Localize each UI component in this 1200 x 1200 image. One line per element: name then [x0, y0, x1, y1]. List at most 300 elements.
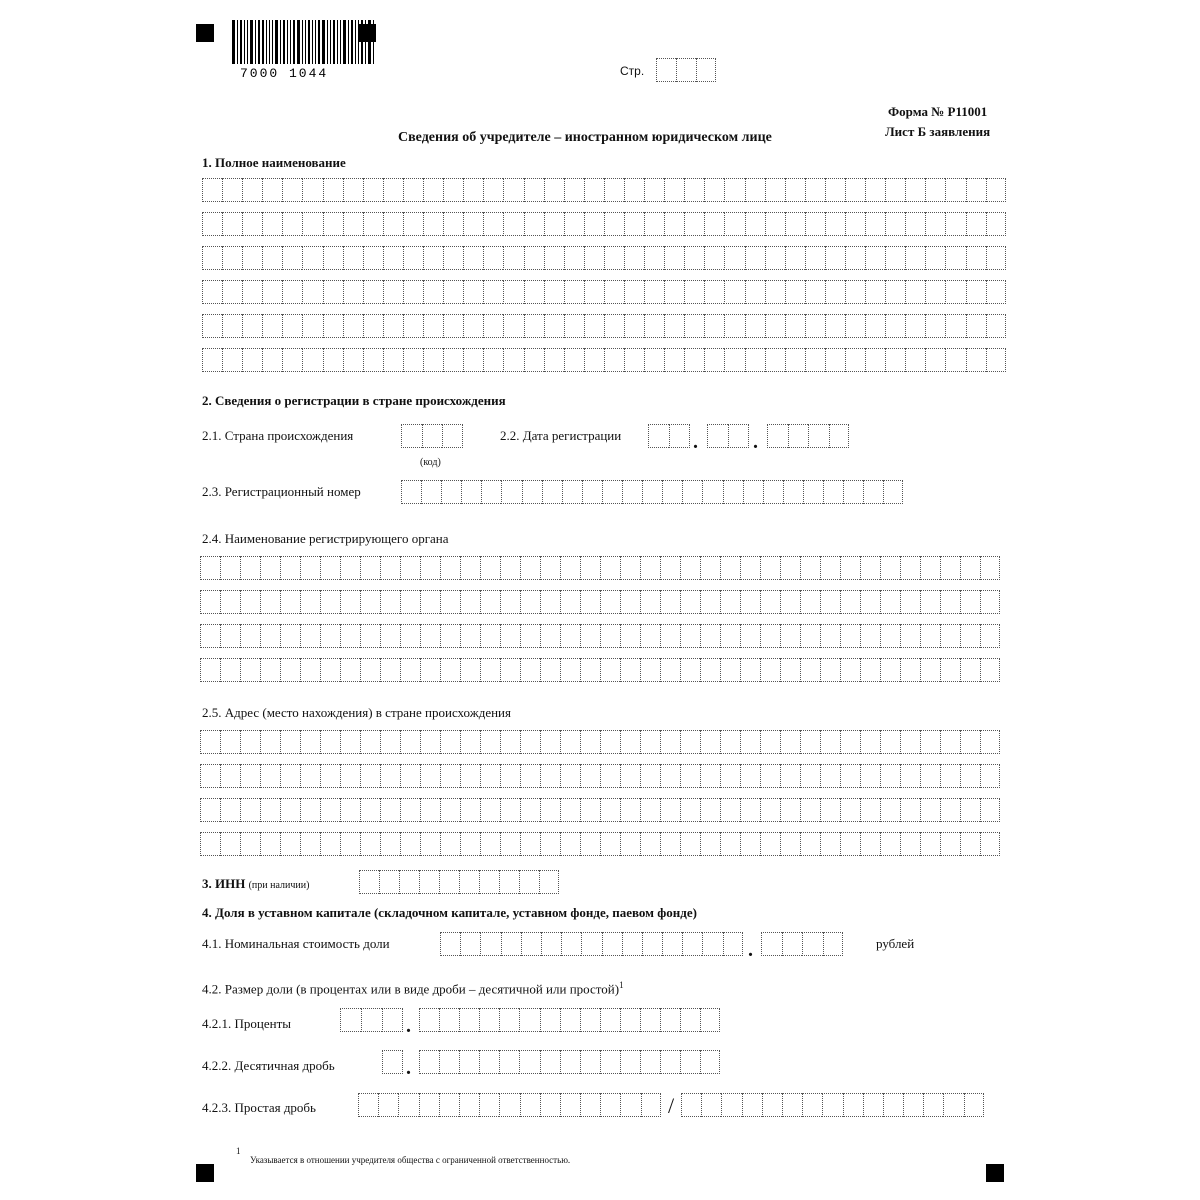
input-cell[interactable] — [945, 280, 965, 304]
input-cell[interactable] — [260, 730, 280, 754]
input-cell[interactable] — [620, 624, 640, 648]
input-cell[interactable] — [681, 1093, 701, 1117]
input-cell[interactable] — [360, 624, 380, 648]
input-cell[interactable] — [580, 590, 600, 614]
input-cell[interactable] — [200, 730, 220, 754]
input-cell[interactable] — [500, 832, 520, 856]
input-cell[interactable] — [262, 314, 282, 338]
input-cell[interactable] — [740, 764, 760, 788]
full-name-row-2[interactable] — [202, 212, 1006, 236]
input-cell[interactable] — [202, 314, 222, 338]
input-cell[interactable] — [720, 658, 740, 682]
input-cell[interactable] — [440, 590, 460, 614]
input-cell[interactable] — [440, 556, 460, 580]
input-cell[interactable] — [520, 798, 540, 822]
input-cell[interactable] — [544, 212, 564, 236]
input-cell[interactable] — [723, 480, 743, 504]
input-cell[interactable] — [363, 280, 383, 304]
input-cell[interactable] — [785, 280, 805, 304]
input-cell[interactable] — [420, 658, 440, 682]
input-cell[interactable] — [323, 212, 343, 236]
input-cell[interactable] — [564, 280, 584, 304]
input-cell[interactable] — [865, 280, 885, 304]
inn-cells[interactable] — [359, 870, 559, 894]
input-cell[interactable] — [584, 212, 604, 236]
input-cell[interactable] — [480, 764, 500, 788]
input-cell[interactable] — [721, 1093, 741, 1117]
input-cell[interactable] — [300, 832, 320, 856]
input-cell[interactable] — [401, 480, 421, 504]
input-cell[interactable] — [640, 1050, 660, 1074]
input-cell[interactable] — [860, 658, 880, 682]
input-cell[interactable] — [620, 730, 640, 754]
input-cell[interactable] — [641, 1093, 661, 1117]
input-cell[interactable] — [363, 212, 383, 236]
input-cell[interactable] — [860, 832, 880, 856]
input-cell[interactable] — [399, 870, 419, 894]
input-cell[interactable] — [966, 314, 986, 338]
input-cell[interactable] — [802, 932, 823, 956]
input-cell[interactable] — [443, 348, 463, 372]
input-cell[interactable] — [503, 348, 523, 372]
input-cell[interactable] — [320, 730, 340, 754]
input-cell[interactable] — [580, 658, 600, 682]
percent-integer-cells[interactable] — [340, 1008, 403, 1032]
input-cell[interactable] — [282, 314, 302, 338]
input-cell[interactable] — [581, 932, 601, 956]
input-cell[interactable] — [200, 798, 220, 822]
input-cell[interactable] — [541, 932, 561, 956]
input-cell[interactable] — [660, 590, 680, 614]
input-cell[interactable] — [340, 764, 360, 788]
input-cell[interactable] — [840, 730, 860, 754]
input-cell[interactable] — [660, 764, 680, 788]
input-cell[interactable] — [600, 590, 620, 614]
registration-month-cells[interactable] — [707, 424, 749, 448]
input-cell[interactable] — [662, 480, 682, 504]
input-cell[interactable] — [660, 556, 680, 580]
input-cell[interactable] — [865, 314, 885, 338]
input-cell[interactable] — [823, 932, 844, 956]
input-cell[interactable] — [560, 730, 580, 754]
input-cell[interactable] — [925, 314, 945, 338]
input-cell[interactable] — [644, 212, 664, 236]
input-cell[interactable] — [780, 730, 800, 754]
input-cell[interactable] — [360, 590, 380, 614]
input-cell[interactable] — [200, 832, 220, 856]
simple-fraction-denominator-cells[interactable] — [681, 1093, 984, 1117]
input-cell[interactable] — [580, 798, 600, 822]
input-cell[interactable] — [240, 556, 260, 580]
input-cell[interactable] — [480, 658, 500, 682]
input-cell[interactable] — [443, 246, 463, 270]
input-cell[interactable] — [202, 280, 222, 304]
input-cell[interactable] — [560, 832, 580, 856]
input-cell[interactable] — [323, 280, 343, 304]
input-cell[interactable] — [986, 280, 1006, 304]
input-cell[interactable] — [262, 212, 282, 236]
decimal-fraction-cells[interactable] — [419, 1050, 720, 1074]
input-cell[interactable] — [419, 1008, 439, 1032]
input-cell[interactable] — [720, 556, 740, 580]
input-cell[interactable] — [602, 480, 622, 504]
input-cell[interactable] — [282, 348, 302, 372]
input-cell[interactable] — [780, 658, 800, 682]
input-cell[interactable] — [624, 348, 644, 372]
input-cell[interactable] — [564, 314, 584, 338]
input-cell[interactable] — [803, 480, 823, 504]
input-cell[interactable] — [423, 348, 443, 372]
full-name-row-4[interactable] — [202, 280, 1006, 304]
input-cell[interactable] — [343, 178, 363, 202]
input-cell[interactable] — [540, 556, 560, 580]
input-cell[interactable] — [584, 348, 604, 372]
input-cell[interactable] — [885, 314, 905, 338]
input-cell[interactable] — [500, 730, 520, 754]
input-cell[interactable] — [820, 798, 840, 822]
input-cell[interactable] — [524, 314, 544, 338]
input-cell[interactable] — [825, 246, 845, 270]
input-cell[interactable] — [302, 212, 322, 236]
input-cell[interactable] — [900, 658, 920, 682]
input-cell[interactable] — [845, 212, 865, 236]
input-cell[interactable] — [720, 764, 740, 788]
input-cell[interactable] — [343, 280, 363, 304]
input-cell[interactable] — [403, 212, 423, 236]
input-cell[interactable] — [500, 624, 520, 648]
input-cell[interactable] — [260, 590, 280, 614]
input-cell[interactable] — [700, 556, 720, 580]
input-cell[interactable] — [840, 798, 860, 822]
input-cell[interactable] — [863, 480, 883, 504]
input-cell[interactable] — [980, 556, 1000, 580]
input-cell[interactable] — [200, 658, 220, 682]
input-cell[interactable] — [604, 280, 624, 304]
input-cell[interactable] — [660, 832, 680, 856]
input-cell[interactable] — [920, 658, 940, 682]
input-cell[interactable] — [765, 280, 785, 304]
input-cell[interactable] — [323, 246, 343, 270]
full-name-row-3[interactable] — [202, 246, 1006, 270]
input-cell[interactable] — [980, 590, 1000, 614]
input-cell[interactable] — [400, 658, 420, 682]
input-cell[interactable] — [805, 280, 825, 304]
input-cell[interactable] — [379, 870, 399, 894]
input-cell[interactable] — [479, 1008, 499, 1032]
input-cell[interactable] — [500, 658, 520, 682]
input-cell[interactable] — [420, 798, 440, 822]
input-cell[interactable] — [880, 832, 900, 856]
input-cell[interactable] — [564, 348, 584, 372]
input-cell[interactable] — [684, 212, 704, 236]
input-cell[interactable] — [403, 314, 423, 338]
input-cell[interactable] — [320, 556, 340, 580]
input-cell[interactable] — [524, 348, 544, 372]
input-cell[interactable] — [420, 624, 440, 648]
input-cell[interactable] — [361, 1008, 382, 1032]
input-cell[interactable] — [980, 624, 1000, 648]
input-cell[interactable] — [481, 480, 501, 504]
input-cell[interactable] — [880, 798, 900, 822]
input-cell[interactable] — [503, 212, 523, 236]
input-cell[interactable] — [680, 556, 700, 580]
input-cell[interactable] — [382, 1008, 403, 1032]
input-cell[interactable] — [443, 178, 463, 202]
input-cell[interactable] — [740, 832, 760, 856]
input-cell[interactable] — [740, 730, 760, 754]
input-cell[interactable] — [440, 730, 460, 754]
input-cell[interactable] — [280, 730, 300, 754]
input-cell[interactable] — [620, 764, 640, 788]
input-cell[interactable] — [580, 832, 600, 856]
input-cell[interactable] — [664, 246, 684, 270]
input-cell[interactable] — [220, 764, 240, 788]
input-cell[interactable] — [420, 764, 440, 788]
input-cell[interactable] — [986, 314, 1006, 338]
input-cell[interactable] — [378, 1093, 398, 1117]
input-cell[interactable] — [660, 1050, 680, 1074]
input-cell[interactable] — [423, 314, 443, 338]
input-cell[interactable] — [360, 798, 380, 822]
input-cell[interactable] — [640, 764, 660, 788]
input-cell[interactable] — [300, 590, 320, 614]
input-cell[interactable] — [900, 556, 920, 580]
input-cell[interactable] — [320, 624, 340, 648]
input-cell[interactable] — [280, 590, 300, 614]
input-cell[interactable] — [700, 658, 720, 682]
input-cell[interactable] — [684, 348, 704, 372]
input-cell[interactable] — [765, 348, 785, 372]
input-cell[interactable] — [382, 1050, 403, 1074]
input-cell[interactable] — [620, 590, 640, 614]
input-cell[interactable] — [860, 764, 880, 788]
registering-authority-row-4[interactable] — [200, 658, 1000, 682]
input-cell[interactable] — [707, 424, 728, 448]
input-cell[interactable] — [624, 178, 644, 202]
input-cell[interactable] — [805, 314, 825, 338]
input-cell[interactable] — [560, 764, 580, 788]
input-cell[interactable] — [302, 314, 322, 338]
input-cell[interactable] — [880, 658, 900, 682]
input-cell[interactable] — [483, 212, 503, 236]
input-cell[interactable] — [940, 590, 960, 614]
input-cell[interactable] — [760, 764, 780, 788]
input-cell[interactable] — [483, 280, 503, 304]
input-cell[interactable] — [520, 624, 540, 648]
input-cell[interactable] — [300, 658, 320, 682]
input-cell[interactable] — [642, 480, 662, 504]
input-cell[interactable] — [463, 280, 483, 304]
input-cell[interactable] — [383, 212, 403, 236]
input-cell[interactable] — [945, 246, 965, 270]
input-cell[interactable] — [644, 348, 664, 372]
input-cell[interactable] — [720, 832, 740, 856]
input-cell[interactable] — [358, 1093, 378, 1117]
input-cell[interactable] — [940, 556, 960, 580]
input-cell[interactable] — [439, 1050, 459, 1074]
input-cell[interactable] — [662, 932, 682, 956]
input-cell[interactable] — [503, 280, 523, 304]
input-cell[interactable] — [242, 314, 262, 338]
input-cell[interactable] — [483, 246, 503, 270]
input-cell[interactable] — [885, 246, 905, 270]
input-cell[interactable] — [880, 624, 900, 648]
input-cell[interactable] — [220, 730, 240, 754]
input-cell[interactable] — [900, 832, 920, 856]
input-cell[interactable] — [242, 348, 262, 372]
input-cell[interactable] — [920, 624, 940, 648]
input-cell[interactable] — [280, 658, 300, 682]
input-cell[interactable] — [580, 1050, 600, 1074]
input-cell[interactable] — [885, 280, 905, 304]
input-cell[interactable] — [380, 624, 400, 648]
input-cell[interactable] — [343, 314, 363, 338]
input-cell[interactable] — [340, 832, 360, 856]
input-cell[interactable] — [320, 764, 340, 788]
input-cell[interactable] — [825, 178, 845, 202]
input-cell[interactable] — [440, 624, 460, 648]
input-cell[interactable] — [520, 764, 540, 788]
input-cell[interactable] — [905, 314, 925, 338]
input-cell[interactable] — [440, 658, 460, 682]
input-cell[interactable] — [900, 590, 920, 614]
input-cell[interactable] — [644, 314, 664, 338]
input-cell[interactable] — [664, 212, 684, 236]
input-cell[interactable] — [960, 590, 980, 614]
input-cell[interactable] — [740, 798, 760, 822]
input-cell[interactable] — [620, 798, 640, 822]
input-cell[interactable] — [240, 658, 260, 682]
input-cell[interactable] — [540, 1008, 560, 1032]
input-cell[interactable] — [680, 1008, 700, 1032]
input-cell[interactable] — [704, 280, 724, 304]
input-cell[interactable] — [460, 798, 480, 822]
input-cell[interactable] — [820, 658, 840, 682]
input-cell[interactable] — [724, 246, 744, 270]
input-cell[interactable] — [544, 280, 564, 304]
decimal-integer-cells[interactable] — [382, 1050, 403, 1074]
input-cell[interactable] — [620, 658, 640, 682]
input-cell[interactable] — [865, 246, 885, 270]
input-cell[interactable] — [500, 798, 520, 822]
input-cell[interactable] — [260, 832, 280, 856]
input-cell[interactable] — [860, 590, 880, 614]
input-cell[interactable] — [682, 480, 702, 504]
input-cell[interactable] — [825, 314, 845, 338]
input-cell[interactable] — [640, 556, 660, 580]
input-cell[interactable] — [923, 1093, 943, 1117]
input-cell[interactable] — [845, 348, 865, 372]
input-cell[interactable] — [883, 1093, 903, 1117]
input-cell[interactable] — [479, 870, 499, 894]
registration-number-cells[interactable] — [401, 480, 903, 504]
input-cell[interactable] — [865, 178, 885, 202]
input-cell[interactable] — [600, 764, 620, 788]
input-cell[interactable] — [320, 658, 340, 682]
input-cell[interactable] — [359, 870, 379, 894]
input-cell[interactable] — [564, 212, 584, 236]
input-cell[interactable] — [200, 590, 220, 614]
input-cell[interactable] — [560, 1093, 580, 1117]
address-row-4[interactable] — [200, 832, 1000, 856]
input-cell[interactable] — [380, 832, 400, 856]
input-cell[interactable] — [745, 280, 765, 304]
input-cell[interactable] — [200, 624, 220, 648]
input-cell[interactable] — [642, 932, 662, 956]
input-cell[interactable] — [600, 1008, 620, 1032]
input-cell[interactable] — [825, 280, 845, 304]
input-cell[interactable] — [540, 764, 560, 788]
input-cell[interactable] — [702, 480, 722, 504]
input-cell[interactable] — [460, 590, 480, 614]
input-cell[interactable] — [704, 246, 724, 270]
input-cell[interactable] — [622, 932, 642, 956]
input-cell[interactable] — [220, 590, 240, 614]
input-cell[interactable] — [624, 212, 644, 236]
input-cell[interactable] — [400, 730, 420, 754]
input-cell[interactable] — [669, 424, 690, 448]
input-cell[interactable] — [584, 314, 604, 338]
full-name-row-5[interactable] — [202, 314, 1006, 338]
input-cell[interactable] — [302, 348, 322, 372]
input-cell[interactable] — [720, 590, 740, 614]
input-cell[interactable] — [860, 624, 880, 648]
input-cell[interactable] — [740, 658, 760, 682]
input-cell[interactable] — [622, 480, 642, 504]
input-cell[interactable] — [260, 658, 280, 682]
input-cell[interactable] — [900, 764, 920, 788]
input-cell[interactable] — [340, 730, 360, 754]
input-cell[interactable] — [600, 624, 620, 648]
input-cell[interactable] — [282, 178, 302, 202]
input-cell[interactable] — [564, 178, 584, 202]
input-cell[interactable] — [262, 280, 282, 304]
input-cell[interactable] — [262, 178, 282, 202]
input-cell[interactable] — [420, 556, 440, 580]
input-cell[interactable] — [483, 348, 503, 372]
input-cell[interactable] — [640, 624, 660, 648]
input-cell[interactable] — [880, 730, 900, 754]
input-cell[interactable] — [460, 730, 480, 754]
input-cell[interactable] — [704, 348, 724, 372]
input-cell[interactable] — [624, 314, 644, 338]
input-cell[interactable] — [544, 178, 564, 202]
input-cell[interactable] — [680, 764, 700, 788]
input-cell[interactable] — [383, 348, 403, 372]
input-cell[interactable] — [780, 556, 800, 580]
input-cell[interactable] — [648, 424, 669, 448]
input-cell[interactable] — [945, 314, 965, 338]
input-cell[interactable] — [580, 624, 600, 648]
input-cell[interactable] — [980, 730, 1000, 754]
input-cell[interactable] — [544, 348, 564, 372]
input-cell[interactable] — [865, 212, 885, 236]
input-cell[interactable] — [680, 730, 700, 754]
input-cell[interactable] — [680, 1050, 700, 1074]
input-cell[interactable] — [479, 1050, 499, 1074]
input-cell[interactable] — [320, 798, 340, 822]
input-cell[interactable] — [840, 590, 860, 614]
input-cell[interactable] — [423, 178, 443, 202]
input-cell[interactable] — [600, 658, 620, 682]
input-cell[interactable] — [540, 798, 560, 822]
input-cell[interactable] — [300, 556, 320, 580]
input-cell[interactable] — [483, 178, 503, 202]
input-cell[interactable] — [380, 658, 400, 682]
input-cell[interactable] — [282, 246, 302, 270]
input-cell[interactable] — [680, 658, 700, 682]
input-cell[interactable] — [520, 658, 540, 682]
